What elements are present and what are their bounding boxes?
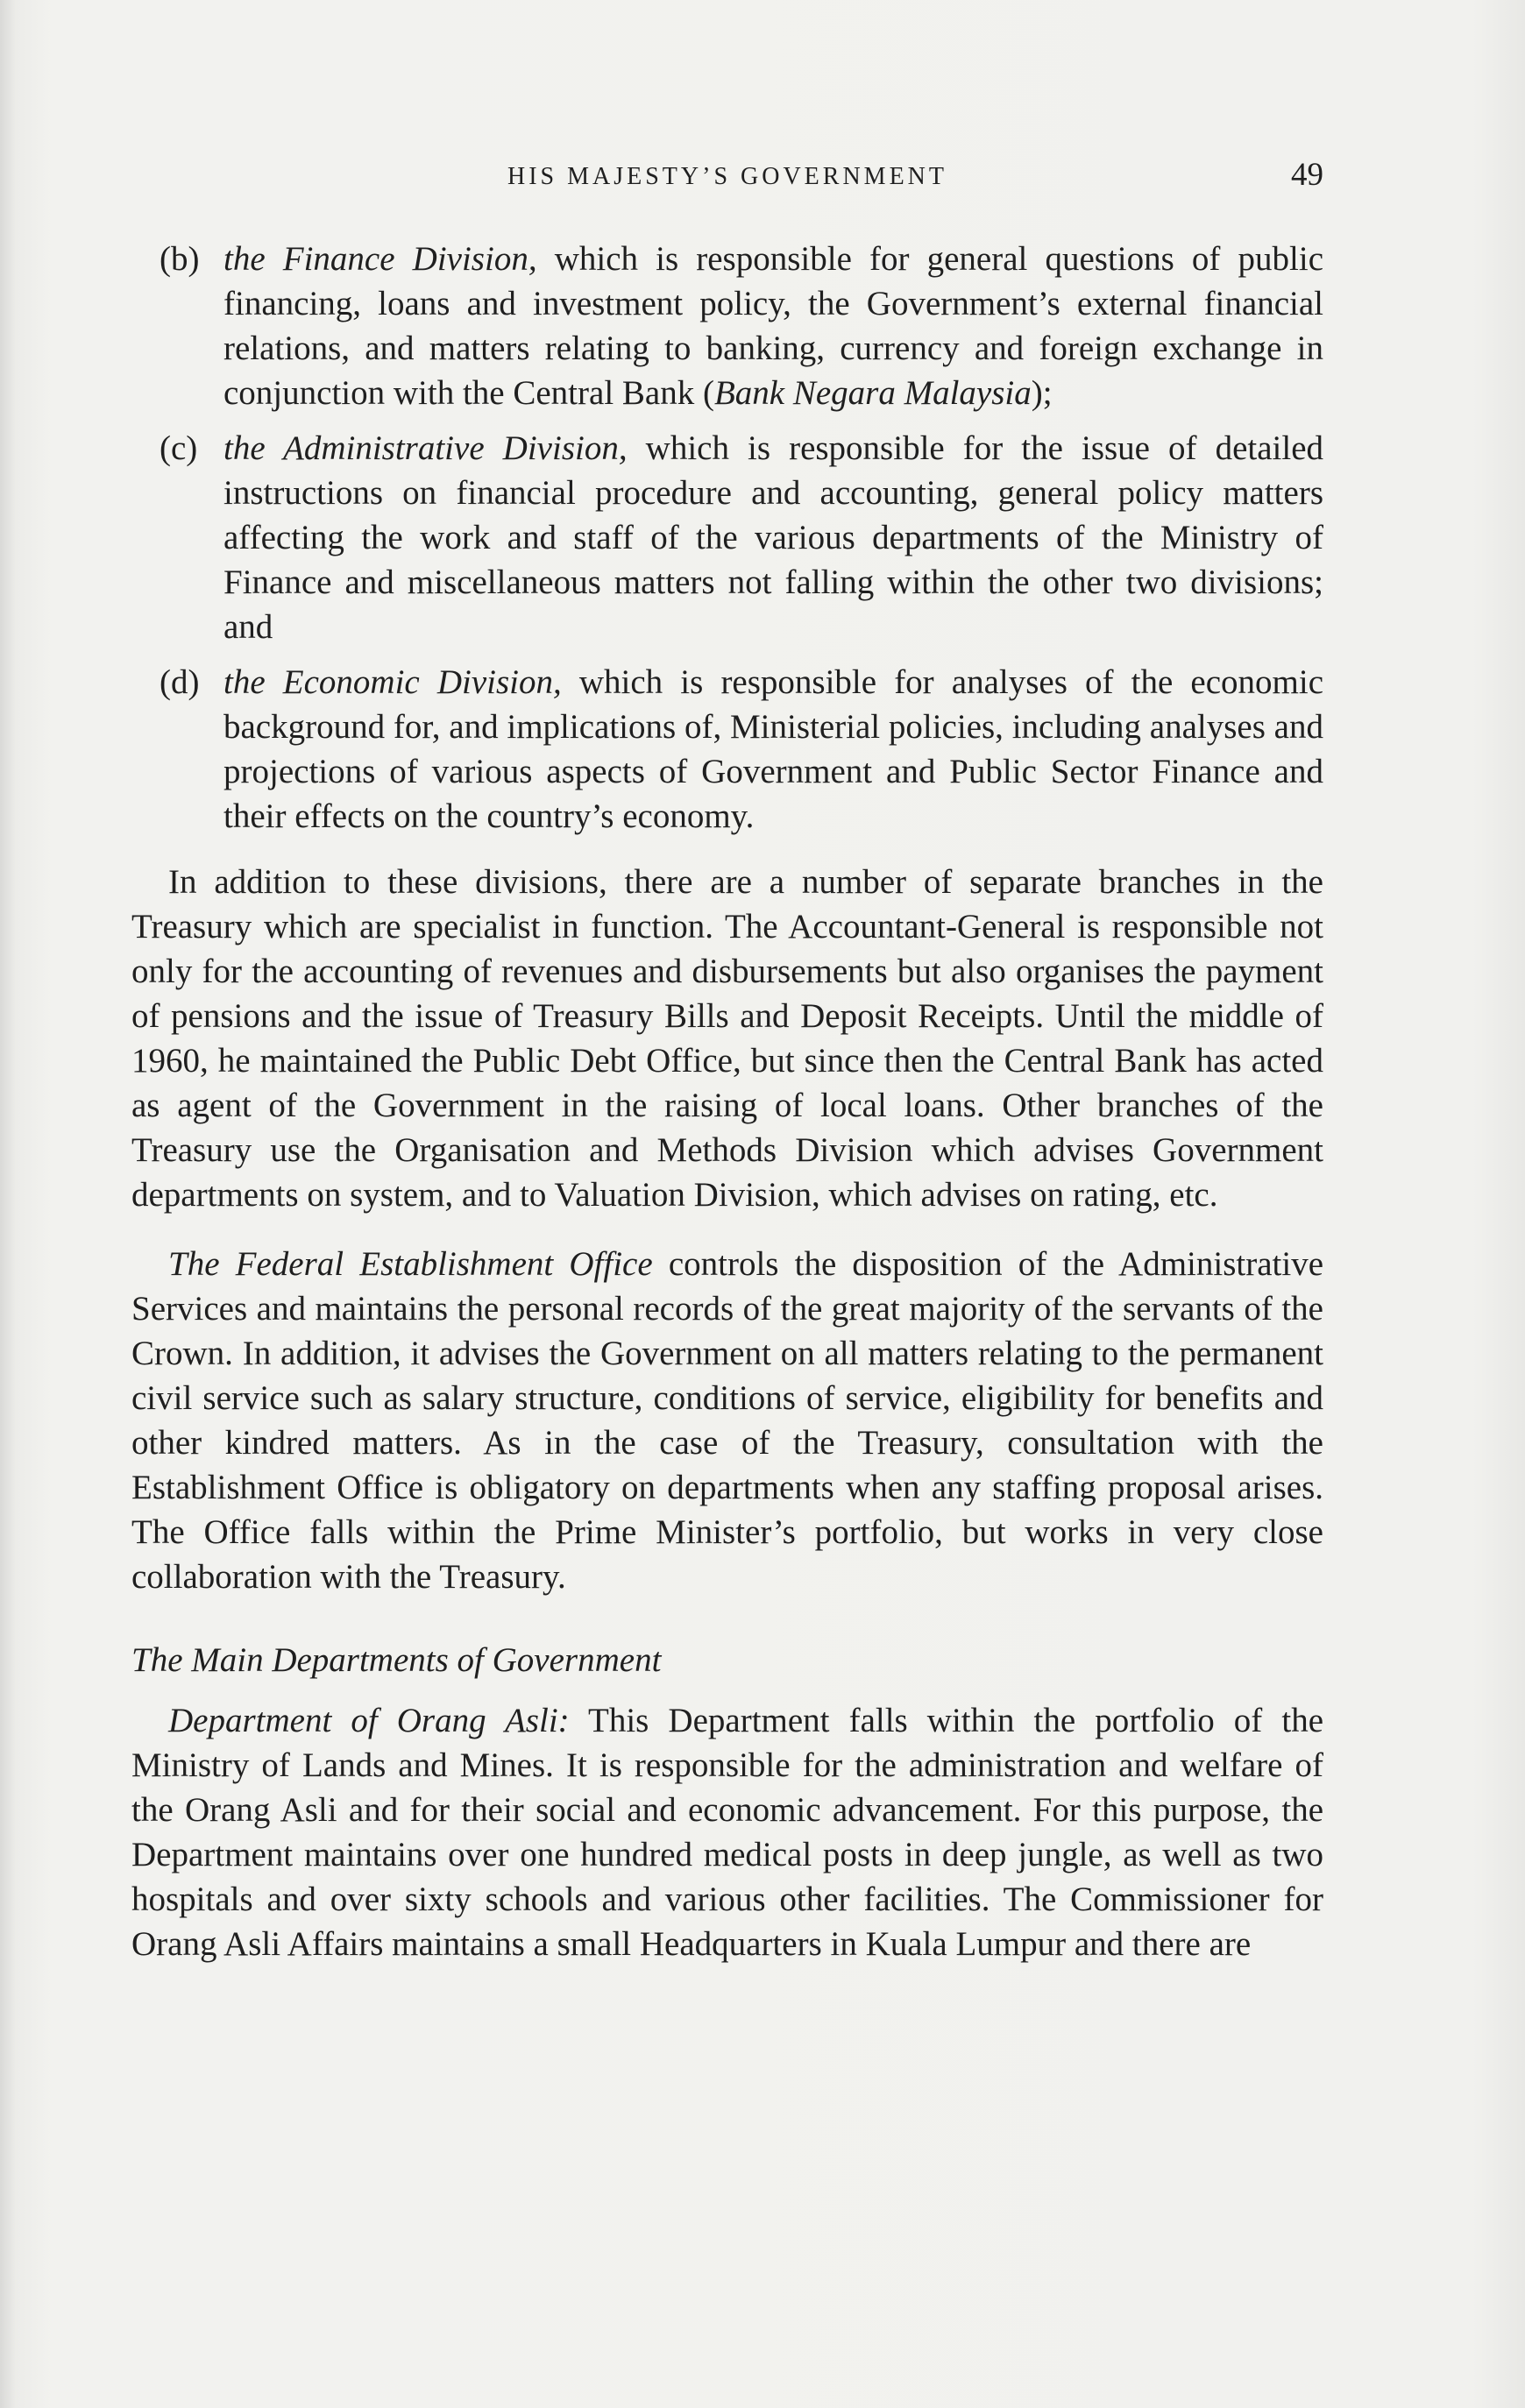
list-item-economic-division <box>131 660 1323 839</box>
running-title: HIS MAJESTY’S GOVERNMENT <box>507 163 947 190</box>
section-heading: The Main Departments of Government <box>131 1641 662 1679</box>
bank-name: Bank Negara Malaysia <box>713 374 1032 412</box>
division-title: the Finance Division, <box>223 240 537 278</box>
establishment-office-text: controls the disposition of the Administrative Services and maintains the personal records of the great majority of the servants of the Crown. In addition, it advises the Government on all matters relating to the permanent civil service such as salary structure, conditions of service, eligibility for benefits and other kindred matters. As in the case of the Treasury, consultation with the Establishment Office is obligatory on departments when any staffing proposal arises. The Office falls within the Prime Minister’s portfolio, but works in very close collaboration with the Treasury. <box>131 1245 1324 1596</box>
paragraph-orang-asli <box>131 1698 1323 1966</box>
paragraph-treasury-branches: In addition to these divisions, there are a number of separate branches in the Treasury which are specialist in function. The Accountant-General is responsible not only for the accounting of revenues and disbursements but also organises the payment of pensions and the issue of Treasury Bills and Deposit Receipts. Until the middle of 1960, he maintained the Public Debt Office, but since then the Central Bank has acted as agent of the Government in the raising of local loans. Other branches of the Treasury use the Organisation and Methods Division which advises Government departments on system, and to Valuation Division, which advises on rating, etc. <box>131 863 1323 1214</box>
division-description: which is responsible for analyses of the economic background for, and implications of, Ministerial policies, including analyses and projections of various aspects of Government and Public Sector Finance and their effects on the country’s economy. <box>223 663 1324 835</box>
page-number: 49 <box>1291 157 1323 193</box>
paragraph-establishment-office <box>131 1242 1323 1599</box>
page-header <box>131 156 1323 200</box>
establishment-office-title: The Federal Establishment Office <box>168 1245 653 1283</box>
list-item-label: (d) <box>160 663 200 701</box>
division-description: which is responsible for the issue of detailed instructions on financial procedure and accounting, general policy matters affecting the work and staff of the various departments of the Ministry of Finance and miscellaneous matters not falling within the other two divisions; and <box>223 429 1324 646</box>
list-item-label: (c) <box>160 429 198 467</box>
division-description: which is responsible for general questions of public financing, loans and investment policy, the Government’s external financial relations, and matters relating to banking, currency and foreign exchange in conjunction with the Central Bank ( <box>223 240 1323 412</box>
list-item-finance-division <box>131 237 1323 415</box>
list-item-label: (b) <box>160 240 200 278</box>
page-body <box>131 237 1323 1966</box>
division-title: the Economic Division, <box>223 663 562 701</box>
list-item-administrative-division <box>131 426 1323 649</box>
division-title: the Administrative Division, <box>223 429 628 467</box>
orang-asli-text: This Department falls within the portfolio of the Ministry of Lands and Mines. It is responsible for the administration and welfare of the Orang Asli and for their social and economic advancement. For this purpose, the Department maintains over one hundred medical posts in deep jungle, as well as two hospitals and over sixty schools and various other facilities. The Commissioner for Orang Asli Affairs maintains a small Headquarters in Kuala Lumpur and there are <box>131 1702 1324 1963</box>
orang-asli-title: Department of Orang Asli: <box>168 1702 570 1739</box>
division-description-end: ); <box>1031 374 1053 412</box>
